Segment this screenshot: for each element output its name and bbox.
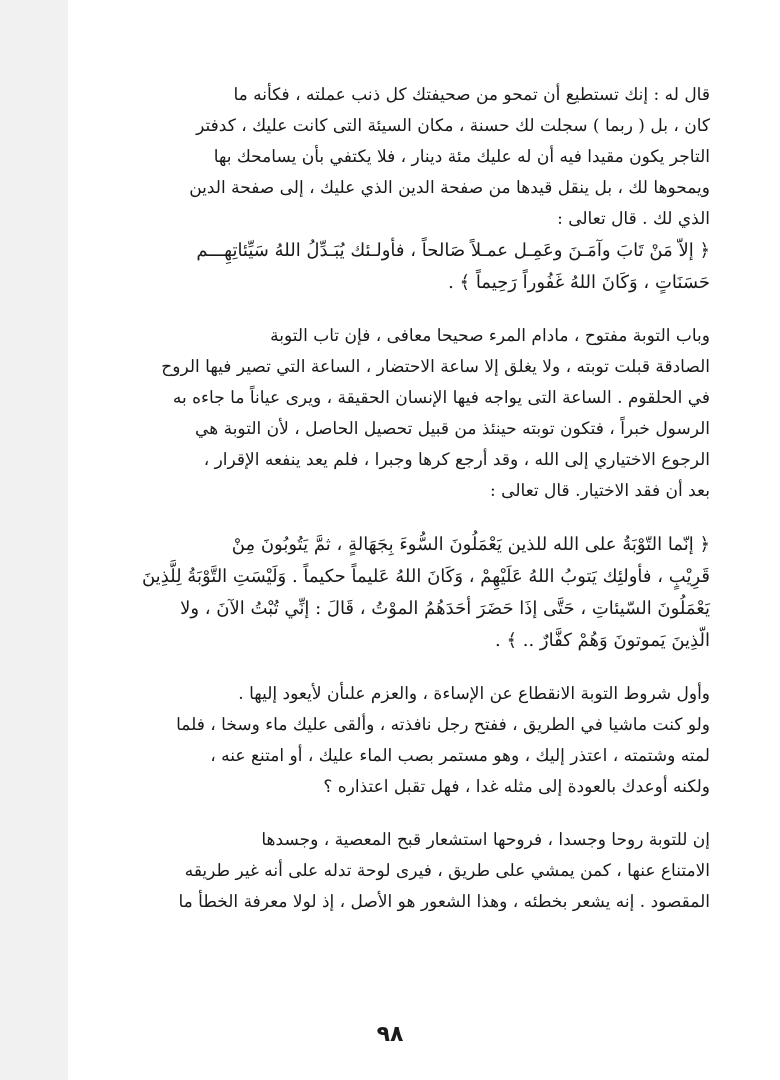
text-line: ولكنه أوعدك بالعودة إلى مثله غدا ، فهل تقبل اعتذاره ؟: [323, 777, 710, 797]
verse-line: قَرِيْبٍ ، فأولئِك يَتوبُ اللهُ عَلَيْهِمْ ، وَكَانَ اللهُ عَليماً حكيماً . وَلَيْسَتِ التَّوْبَةُ لِلَّذِينَ: [141, 566, 710, 587]
text-line: التاجر يكون مقيدا فيه أن له عليك مئة دينار ، فلا يكتفي بأن يسامحك بها: [213, 147, 710, 167]
paragraph-3: [98, 679, 710, 803]
quran-verse-2: [98, 529, 710, 657]
paragraph-1: [98, 80, 710, 235]
text-line: وأول شروط التوبة الانقطاع عن الإساءة ، والعزم علىأن لأيعود إليها .: [238, 684, 710, 704]
verse-line: حَسَنَاتٍ ، وَكَانَ اللهُ غَفُوراً رَحِيماً ﴾ .: [448, 272, 710, 293]
paragraph-2: [98, 321, 710, 507]
paragraph-spacer: [98, 507, 710, 529]
text-line: ولو كنت ماشيا في الطريق ، ففتح رجل نافذته ، وألقى عليك ماء وسخا ، فلما: [176, 715, 710, 735]
paragraph-4: [98, 825, 710, 918]
text-line: المقصود . إنه يشعر بخطئه ، وهذا الشعور هو الأصل ، إذ لولا معرفة الخطأ ما: [178, 892, 710, 912]
page-gutter-shadow: [0, 0, 68, 1080]
verse-line: يَعْمَلُونَ السّيئاتِ ، حَتَّى إذَا حَضَرَ أحَدَهُمُ الموْتُ ، قَالَ : إنِّي تُبْتُ الآنَ ، ولا: [180, 598, 710, 619]
text-line: لمته وشتمته ، اعتذر إليك ، وهو مستمر بصب الماء عليك ، أو امتنع عنه ،: [210, 746, 710, 766]
text-line: الامتناع عنها ، كمن يمشي على طريق ، فيرى لوحة تدله على أنه غير طريقه: [184, 861, 710, 881]
verse-line: الّذِينَ يَموتونَ وَهُمْ كفَّارٌ .. ﴾ .: [495, 630, 710, 651]
text-line: الذي لك . قال تعالى :: [557, 209, 710, 229]
text-line: بعد أن فقد الاختيار. قال تعالى :: [490, 481, 710, 501]
text-line: قال له : إنك تستطيع أن تمحو من صحيفتك كل ذنب عملته ، فكأنه ما: [233, 85, 710, 105]
text-body: [98, 80, 710, 918]
text-line: وباب التوبة مفتوح ، مادام المرء صحيحا معافى ، فإن تاب التوبة: [270, 326, 710, 346]
text-line: الرجوع الاختياري إلى الله ، وقد أرجع كرها وجبرا ، فلم يعد ينفعه الإقرار ،: [203, 450, 710, 470]
paragraph-spacer: [98, 299, 710, 321]
text-line: في الحلقوم . الساعة التى يواجه فيها الإنسان الحقيقة ، ويرى عياناً ما جاءه به: [172, 388, 710, 408]
text-line: الصادقة قبلت توبته ، ولا يغلق إلا ساعة الاحتضار ، الساعة التي تصير فيها الروح: [161, 357, 710, 377]
text-line: كان ، بل ( ربما ) سجلت لك حسنة ، مكان السيئة التى كانت عليك ، كدفتر: [196, 116, 710, 136]
verse-line: ﴿ إنّما التّوْبَةُ على الله للذين يَعْمَلُونَ السُّوءَ بِجَهَالةٍ ، ثمَّ يَتُوبُونَ مِنْ: [231, 534, 710, 555]
page-number: ٩٨: [376, 1022, 404, 1047]
text-line: ويمحوها لك ، بل ينقل قيدها من صفحة الدين الذي عليك ، إلى صفحة الدين: [189, 178, 710, 198]
text-line: الرسول خبراً ، فتكون توبته حينئذ من قبيل تحصيل الحاصل ، لأن التوبة هي: [195, 419, 710, 439]
text-line: إن للتوبة روحا وجسدا ، فروحها استشعار قبح المعصية ، وجسدها: [261, 830, 710, 850]
paragraph-spacer: [98, 657, 710, 679]
quran-verse-1: [98, 235, 710, 299]
paragraph-spacer: [98, 803, 710, 825]
verse-line: ﴿ إلاّ مَنْ تَابَ وآمَـنَ وعَمِـل عمـلاً صَالحاً ، فأولـئك يُبَـدِّلُ اللهُ سَيِّئاتِهِـــم: [196, 240, 710, 261]
